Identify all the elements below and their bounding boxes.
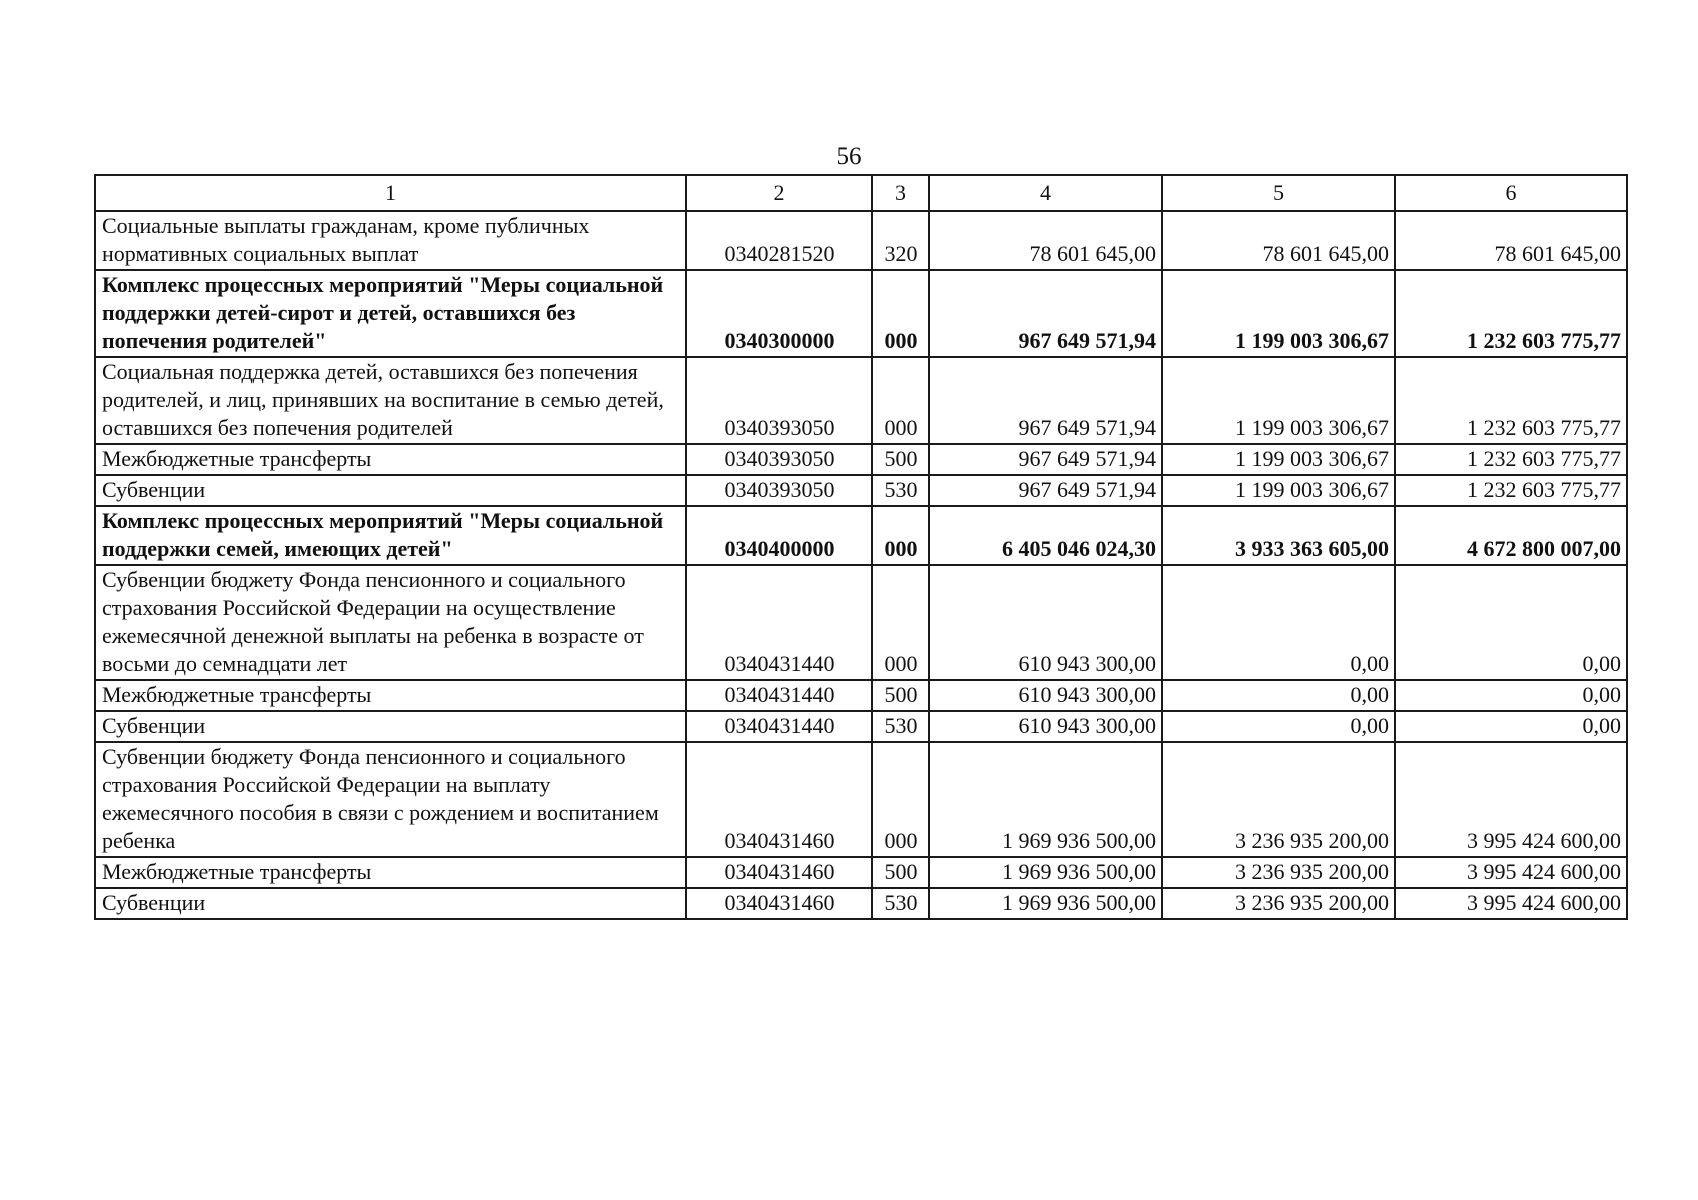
row-value-col5: 78 601 645,00: [1162, 211, 1395, 270]
table-row: [95, 475, 1627, 506]
row-name-cell: Межбюджетные трансферты: [95, 857, 686, 888]
row-kind-cell: 530: [872, 711, 929, 742]
row-value-col4: 610 943 300,00: [929, 565, 1162, 680]
row-code-cell: 0340300000: [686, 270, 872, 357]
row-kind-cell: 000: [872, 270, 929, 357]
table-row: [95, 888, 1627, 919]
row-value-col5: 0,00: [1162, 680, 1395, 711]
row-name-cell: Межбюджетные трансферты: [95, 680, 686, 711]
row-value-col4: 1 969 936 500,00: [929, 888, 1162, 919]
row-value-col6: 78 601 645,00: [1395, 211, 1627, 270]
row-name-cell: Социальная поддержка детей, оставшихся без попечения родителей, и лиц, принявших на воспитание в семью детей, оставшихся без попечения родителей: [95, 357, 686, 444]
row-code-cell: 0340431440: [686, 711, 872, 742]
row-name-cell: Субвенции бюджету Фонда пенсионного и социального страхования Российской Федерации на выплату ежемесячного пособия в связи с рождением и воспитанием ребенка: [95, 742, 686, 857]
row-value-col5: 1 199 003 306,67: [1162, 444, 1395, 475]
table-row: [95, 357, 1627, 444]
row-value-col6: 3 995 424 600,00: [1395, 742, 1627, 857]
header-row: [95, 175, 1627, 211]
column-header: 2: [686, 175, 872, 211]
row-value-col4: 967 649 571,94: [929, 475, 1162, 506]
row-name-cell: Субвенции: [95, 711, 686, 742]
column-header: 4: [929, 175, 1162, 211]
row-code-cell: 0340393050: [686, 357, 872, 444]
row-code-cell: 0340431440: [686, 565, 872, 680]
column-header: 6: [1395, 175, 1627, 211]
row-value-col4: 6 405 046 024,30: [929, 506, 1162, 565]
row-kind-cell: 000: [872, 742, 929, 857]
row-kind-cell: 000: [872, 565, 929, 680]
row-name-cell: Межбюджетные трансферты: [95, 444, 686, 475]
row-code-cell: 0340400000: [686, 506, 872, 565]
row-value-col6: 1 232 603 775,77: [1395, 357, 1627, 444]
row-value-col4: 967 649 571,94: [929, 270, 1162, 357]
table-row: [95, 565, 1627, 680]
row-kind-cell: 530: [872, 888, 929, 919]
row-name-cell: Комплекс процессных мероприятий "Меры социальной поддержки детей-сирот и детей, оставшихся без попечения родителей": [95, 270, 686, 357]
row-code-cell: 0340431460: [686, 857, 872, 888]
row-code-cell: 0340431460: [686, 742, 872, 857]
table-body: [95, 211, 1627, 919]
row-value-col6: 1 232 603 775,77: [1395, 475, 1627, 506]
budget-table: [94, 174, 1628, 920]
row-value-col6: 0,00: [1395, 711, 1627, 742]
row-value-col5: 0,00: [1162, 565, 1395, 680]
row-value-col6: 1 232 603 775,77: [1395, 270, 1627, 357]
row-kind-cell: 500: [872, 680, 929, 711]
row-value-col5: 3 933 363 605,00: [1162, 506, 1395, 565]
row-value-col4: 610 943 300,00: [929, 680, 1162, 711]
row-value-col5: 1 199 003 306,67: [1162, 357, 1395, 444]
row-value-col6: 0,00: [1395, 565, 1627, 680]
row-name-cell: Субвенции: [95, 888, 686, 919]
row-value-col4: 1 969 936 500,00: [929, 857, 1162, 888]
row-value-col5: 3 236 935 200,00: [1162, 888, 1395, 919]
table-row: [95, 444, 1627, 475]
table-section-row: [95, 270, 1627, 357]
row-code-cell: 0340393050: [686, 475, 872, 506]
row-code-cell: 0340431460: [686, 888, 872, 919]
row-value-col6: 1 232 603 775,77: [1395, 444, 1627, 475]
table-row: [95, 857, 1627, 888]
table-section-row: [95, 506, 1627, 565]
column-header: 1: [95, 175, 686, 211]
row-value-col6: 3 995 424 600,00: [1395, 888, 1627, 919]
row-kind-cell: 000: [872, 357, 929, 444]
row-value-col5: 0,00: [1162, 711, 1395, 742]
row-value-col5: 3 236 935 200,00: [1162, 857, 1395, 888]
row-value-col6: 0,00: [1395, 680, 1627, 711]
row-value-col4: 1 969 936 500,00: [929, 742, 1162, 857]
row-value-col4: 967 649 571,94: [929, 357, 1162, 444]
row-value-col5: 1 199 003 306,67: [1162, 475, 1395, 506]
row-name-cell: Социальные выплаты гражданам, кроме публичных нормативных социальных выплат: [95, 211, 686, 270]
row-value-col5: 1 199 003 306,67: [1162, 270, 1395, 357]
row-code-cell: 0340431440: [686, 680, 872, 711]
row-code-cell: 0340393050: [686, 444, 872, 475]
column-header: 3: [872, 175, 929, 211]
row-name-cell: Субвенции: [95, 475, 686, 506]
row-value-col4: 610 943 300,00: [929, 711, 1162, 742]
row-kind-cell: 500: [872, 857, 929, 888]
row-value-col4: 78 601 645,00: [929, 211, 1162, 270]
table-row: [95, 711, 1627, 742]
row-kind-cell: 000: [872, 506, 929, 565]
table-row: [95, 742, 1627, 857]
row-value-col5: 3 236 935 200,00: [1162, 742, 1395, 857]
row-value-col4: 967 649 571,94: [929, 444, 1162, 475]
row-kind-cell: 530: [872, 475, 929, 506]
row-name-cell: Комплекс процессных мероприятий "Меры социальной поддержки семей, имеющих детей": [95, 506, 686, 565]
table-row: [95, 680, 1627, 711]
row-kind-cell: 500: [872, 444, 929, 475]
row-kind-cell: 320: [872, 211, 929, 270]
row-code-cell: 0340281520: [686, 211, 872, 270]
row-value-col6: 3 995 424 600,00: [1395, 857, 1627, 888]
page-number: 56: [836, 143, 862, 170]
table-row: [95, 211, 1627, 270]
row-name-cell: Субвенции бюджету Фонда пенсионного и социального страхования Российской Федерации на осуществление ежемесячной денежной выплаты на ребенка в возрасте от восьми до семнадцати лет: [95, 565, 686, 680]
row-value-col6: 4 672 800 007,00: [1395, 506, 1627, 565]
column-header: 5: [1162, 175, 1395, 211]
